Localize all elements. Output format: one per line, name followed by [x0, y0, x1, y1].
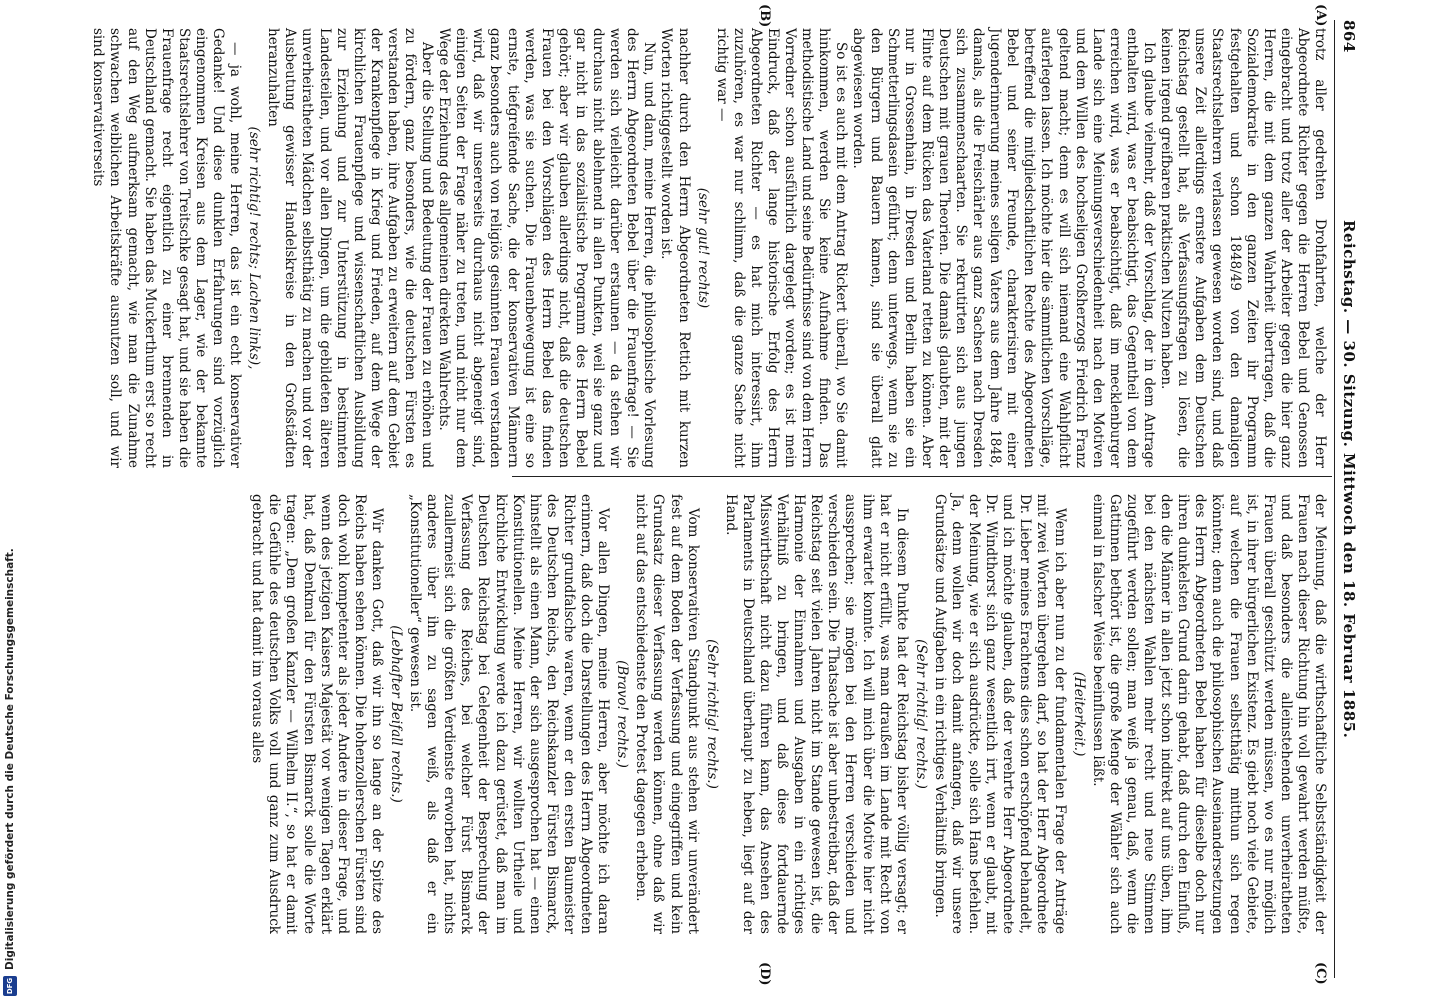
- right-column: [249, 494, 1328, 934]
- column-divider: [512, 476, 1332, 477]
- paragraph: trotz aller gedrehten Drohfahrten, welche der Herr Abgeordnete Richter gegen die Herren Bebel und Genossen eingebracht und trotz aller der Arbeiter gegen die hier ganz Herren, die mit dem ganzen Wahrheit übertragen, daß die Sozialdemokratie in den ganzen Zeiten ihr Programm festgehalten und schon 1848/49 von den damaligen Staatsrechtslehrern verlassen gewesen worden sind, und daß unsere Zeit allerdings ernstere Aufgaben dem Deutschen Reichstag gestellt hat, als Verfassungsfragen zu lösen, die keinen irgend greifbaren praktischen Nutzen haben.: [1158, 28, 1328, 468]
- interjection: (Lebhafter Beifall rechts.): [388, 625, 405, 803]
- paragraph: Vor allen Dingen, meine Herren, aber möchte ich daran erinnern, daß doch die Darstellungen des Herrn Abgeordneten Richter grundfalsche waren, wenn er den ersten Baumeister des Deutschen Reichs, den Reichskanzler Fürsten Bismarck, hinstellt als einen Mann, der sich ausgesprochen hat — einen Konstitutionellen. Meine Herren, wir wollten Urtheile und kirchliche Entwicklung werde ich dazu gerüstet, daß man im Deutschen Reichstag bei Gelegenheit der Besprechung der Verfassung des Reiches, bei welcher Fürst Bismarck zuallermeist sich die größten Verdienste erworben hat, nichts anderes über ihn zu sagen weiß, als daß er ein „Konstitutioneller“ gewesen ist.: [407, 494, 612, 934]
- paragraph: Wir danken Gott, daß wir ihn so lange an der Spitze des Reichs haben sehen können. Die hohenzollerschen Fürsten sind doch wohl kompetenter als jeder Andere in dieser Frage, und wenn des jetzigen Kaisers Majestät vor wenigen Tagen erklärt hat, daß Denkmal für den Fürsten Bismarck solle die Worte tragen: „Dem großen Kanzler — Wilhelm II.“, so hat er damit die Gefühle des deutschen Volks voll und ganz zum Ausdruck gebracht und hat damit im voraus alles: [249, 494, 385, 934]
- page-number: 864: [1340, 20, 1358, 53]
- paragraph: Nun, und dann, meine Herren, die philosophische Vorlesung des Herrn Abgeordneten Bebel über die Frauenfrage! — Sie werden sich vielleicht darüber erstaunen — da stehen wir durchaus nicht ablehnend in allen Punkten, weil sie ganz und gar nicht in das sozialistische Programm des Herrn Bebel gehört; aber wir glauben allerdings nicht, daß die deutschen Frauen bei den Vorschlägen des Herrn Bebel das finden werden, was sie suchen. Die Frauenbewegung ist eine so ernste, tiefgreifende Sache, die der konservativen Männern ganz besonders auch von religiös gesinnten Frauen verstanden wird, daß wir unsererseits durchaus nicht abgeneigt sind, einigen Seiten der Frage näher zu treten, und nicht nur dem Wege der Erziehung des allgemeinen direkten Wahlrechts.: [436, 28, 658, 468]
- paragraph: — ja wohl, meine Herren, das ist ein echt konservativer Gedanke! Und diese dunklen Erfahrungen sind vorzüglich eingenommen Kreisen aus dem Lager, wie der bekannte Staatsrechtslehrer von Treitschke gesagt hat, und sie haben die Frauenfrage recht eigentlich zu einer brennenden in Deutschland gemacht. Sie haben das Muckerthum erst so recht auf den Weg aufmerksam gemacht, wie man die Zunahme schwachen weiblichen Arbeitskräfte ausnutzen soll, und wir sind konservativerseits: [90, 28, 244, 468]
- margin-marker-c: (C): [1313, 962, 1328, 985]
- interjection: (Bravo! rechts.): [614, 660, 631, 768]
- paragraph: Ich glaube vielmehr, daß der Vorschlag, der in dem Antrage enthalten wird, was er beabsichtigt, das Gegentheil von dem erreichen wird, was er beabsichtigt, daß im mecklenburger Lande sich eine Meinungsverschiedenheit nach den Motiven und dem Willen des hochseligen Großherzogs Friedrich Franz geltend macht; denn es will sich niemand eine Wahlpflicht auferlegen lassen. Ich möchte hier die sämmtlichen Vorschläge, betreffend die mitgliedschaftlichen Rechte des Abgeordneten Bebel und seiner Freunde, charakterisiren mit einer Jugenderinnerung meines seligen Vaters aus dem Jahre 1848, damals, als die Freischärler aus ganz Sachsen nach Dresden sich zusammenschaarten. Sie rekrutirten sich aus jungen Deutschen mit grauen Theorien. Die damals glaubten, mit der Flinte auf dem Rücken das Vaterland retten zu können. Aber nur in Grossenhain, in Dresden und Berlin haben sie ein Schmetterlingsdasein geführt; denn unterwegs, wenn sie zu den Bürgern und Bauern kamen, sind sie überall glatt abgewiesen worden.: [850, 28, 1158, 468]
- page-title: Reichstag. — 30. Sitzung. Mittwoch den 18. Februar 1885.: [1340, 220, 1358, 739]
- footer-credit-strip: [4, 0, 18, 996]
- paragraph: der Meinung, daß die wirthschaftliche Selbstständigkeit der Frauen nach dieser Richtung hin voll gewahrt werden müßte, und daß besonders die alleinstehenden unverheiratheten Frauen überall geschützt werden müssen, wo es nur möglich ist, in ihrer bürgerlichen Existenz. Es giebt noch viele Gebiete, auf welchen die Frauen selbstthätig mitthun sich regen könnten; denn auch die philosophischen Auseinandersetzungen des Herrn Abgeordneten Bebel haben für dieselbe doch nur ihren dunkelsten Grund darin gehabt, daß durch den Einfluß, den die Männer in allen jetzt schon indirekt auf uns üben, ihm bei den nächsten Wahlen mehr recht und neue Stimmen zugeführt werden sollen; man weiß ja genau, daß, wenn die Gattinnen bethört ist, die große Menge der Wähler sich auch einmal in falscher Weise beeinflussen läßt.: [1089, 494, 1328, 934]
- paragraph: Vom konservativen Standpunkt aus stehen wir unverändert fest auf dem Boden der Verfassung und eingegriffen und kein Grundsatz dieser Verfassung werden können, ohne daß wir nicht auf das entschiedenste den Protest dagegen erheben.: [633, 494, 701, 934]
- interjection: (sehr gut! rechts): [694, 187, 711, 309]
- paragraph: nachher durch den Herrn Abgeordneten Rettich mit kurzen Worten richtiggestellt worden ist.: [658, 28, 692, 468]
- header-rule: [1334, 20, 1335, 978]
- paragraph: So ist es auch mit dem Antrag Rickert überall, wo Sie damit hinkommen, werden Sie keine Aufnahme finden. Das methodistische Land und seine Bedürfnisse sind von dem Herrn Vorredner schon ausführlich dargelegt worden; es ist mein Eindruck, daß der lange historische Erfolg des Herrn Abgeordneten Richter — es hat mich interessirt, ihm zuzuhören, es war nur schlimm, daß die ganze Sache nicht richtig war —: [713, 28, 850, 468]
- digitization-credit: Digitalisierung gefördert durch die Deutsche Forschungsgemeinschaft.: [4, 548, 16, 970]
- margin-marker-a: (A): [1313, 4, 1328, 27]
- interjection: (Sehr richtig! rechts.): [912, 639, 929, 789]
- margin-marker-b: (B): [757, 4, 772, 28]
- page-header: [1336, 20, 1358, 980]
- paragraph: In diesem Punkte hat der Reichstag bisher völlig versagt; er hat er nicht erfüllt, was man draußen im Lande mit Recht von ihm erwartet konnte. Ich will mich über die Motive hier nicht aussprechen; sie mögen bei den Herren verschieden und verschieden sein. Die Thatsache ist aber unbestreitbar, daß der Reichstag seit vielen Jahren nicht im Stande gewesen ist, die Harmonie der Einnahmen und Ausgaben in ein richtiges Verhältniß zu bringen, und daß diese fortdauernde Misswirthschaft nicht dazu führen kann, das Ansehen des Parlaments in Deutschland überhaupt zu heben, liegt auf der Hand.: [722, 494, 910, 934]
- interjection: (Heiterkeit.): [1070, 671, 1087, 757]
- paragraph: Wenn ich aber nun zu der fundamentalen Frage der Anträge mit zwei Worten übergehen darf, so hat der Herr Abgeordnete Dr. Lieber meines Erachtens dies schon erschöpfend behandelt, und ich möchte glauben, daß der verehrte Herr Abgeordnete Dr. Windthorst sich ganz wesentlich irrt, wenn er glaubt, mit der Meinung, wie er sich ausdrückte, solle sich Hans befehlen. Ja, denn wollen wir doch damit anfangen, daß wir unsere Grundsätze und Aufgaben in ein richtiges Verhältniß bringen.: [931, 494, 1068, 934]
- paragraph: Aber die Stellung und Bedeutung der Frauen zu erhöhen und zu fördern, ganz besonders, wie die deutschen Fürsten es verstanden haben, ihre Aufgaben zu erweitern auf dem Gebiet der Krankenpflege in Krieg und Frieden, auf dem Wege der kirchlichen Frauenpflege und wissenschaftlichen Ausbildung zur Erziehung und zur Unterstützung in bestimmten Landesteilen, und vor allen Dingen, um die gebildeten älteren unverheiratheten Mädchen selbstthätig zu machen und vor der Ausbeutung gewisser Handelskreise in den Großstädten heranzuhalten: [265, 28, 436, 468]
- interjection: (Sehr richtig! rechts.): [703, 639, 720, 789]
- dfg-logo: DFG: [3, 976, 17, 996]
- margin-marker-d: (D): [757, 962, 772, 986]
- interjection: (sehr richtig! rechts; Lachen links),: [246, 126, 263, 370]
- left-column: [90, 28, 1328, 468]
